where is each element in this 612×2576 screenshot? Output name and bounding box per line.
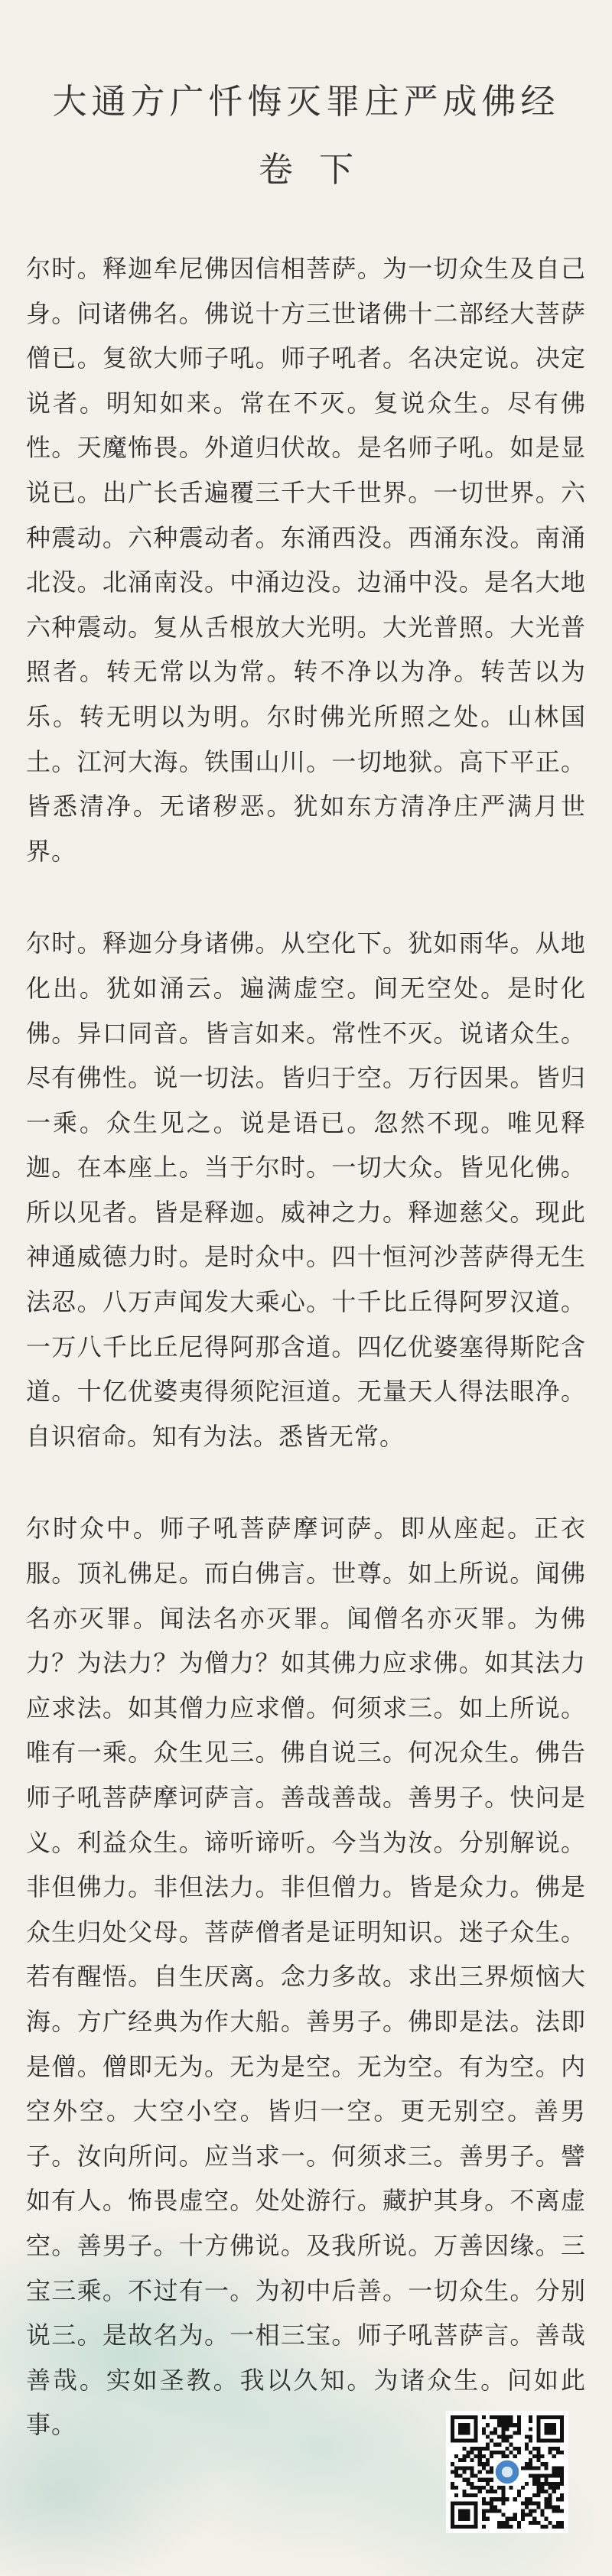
qr-code-icon	[446, 2411, 568, 2533]
paragraph-3: 尔时众中。师子吼菩萨摩诃萨。即从座起。正衣服。顶礼佛足。而白佛言。世尊。如上所说。闻佛名亦灭罪。闻法名亦灭罪。闻僧名亦灭罪。为佛力？为法力？为僧力？如其佛力应求佛。如其法力应求法。如其僧力应求僧。何须求三。如上所说。唯有一乘。众生见三。佛自说三。何况众生。佛告师子吼菩萨摩诃萨言。善哉善哉。善男子。快问是义。利益众生。谛听谛听。今当为汝。分别解说。非但佛力。非但法力。非但僧力。皆是众力。佛是众生归处父母。菩萨僧者是证明知识。迷子众生。若有醒悟。自生厌离。念力多故。求出三界烦恼大海。方广经典为作大船。善男子。佛即是法。法即是僧。僧即无为。无为是空。无为空。有为空。内空外空。大空小空。皆归一空。更无别空。善男子。汝向所问。应当求一。何须求三。善男子。譬如有人。怖畏虚空。处处游行。藏护其身。不离虚空。善男子。十方佛说。及我所说。万善因缘。三宝三乘。不过有一。为初中后善。一切众生。分别说三。是故名为。一相三宝。师子吼菩萨言。善哉善哉。实如圣教。我以久知。为诸众生。问如此事。	[26, 1514, 586, 2440]
document-subtitle: 卷下	[258, 149, 379, 190]
paragraph-1: 尔时。释迦牟尼佛因信相菩萨。为一切众生及自己身。问诸佛名。佛说十方三世诸佛十二部经大菩萨僧已。复欲大师子吼。师子吼者。名决定说。决定说者。明知如来。常在不灭。复说众生。尽有佛性。天魔怖畏。外道归伏故。是名师子吼。如是显说已。出广长舌遍覆三千大千世界。一切世界。六种震动。六种震动者。东涌西没。西涌东没。南涌北没。北涌南没。中涌边没。边涌中没。是名大地六种震动。复从舌根放大光明。大光普照。大光普照者。转无常以为常。转不净以为净。转苦以为乐。转无明以为明。尔时佛光所照之处。山林国土。江河大海。铁围山川。一切地狱。高下平正。皆悉清净。无诸秽恶。犹如东方清净庄严满月世界。	[26, 254, 586, 866]
scripture-body	[26, 246, 586, 2495]
paragraph-2: 尔时。释迦分身诸佛。从空化下。犹如雨华。从地化出。犹如涌云。遍满虚空。间无空处。是时化佛。异口同音。皆言如来。常性不灭。说诸众生。尽有佛性。说一切法。皆归于空。万行因果。皆归一乘。众生见之。说是语已。忽然不现。唯见释迦。在本座上。当于尔时。一切大众。皆见化佛。所以见者。皆是释迦。威神之力。释迦慈父。现此神通威德力时。是时众中。四十恒河沙菩萨得无生法忍。八万声闻发大乘心。十千比丘得阿罗汉道。一万八千比丘尼得阿那含道。四亿优婆塞得斯陀含道。十亿优婆夷得须陀洹道。无量天人得法眼净。自识宿命。知有为法。悉皆无常。	[26, 929, 586, 1451]
document-title: 大通方广忏悔灭罪庄严成佛经	[52, 81, 560, 122]
